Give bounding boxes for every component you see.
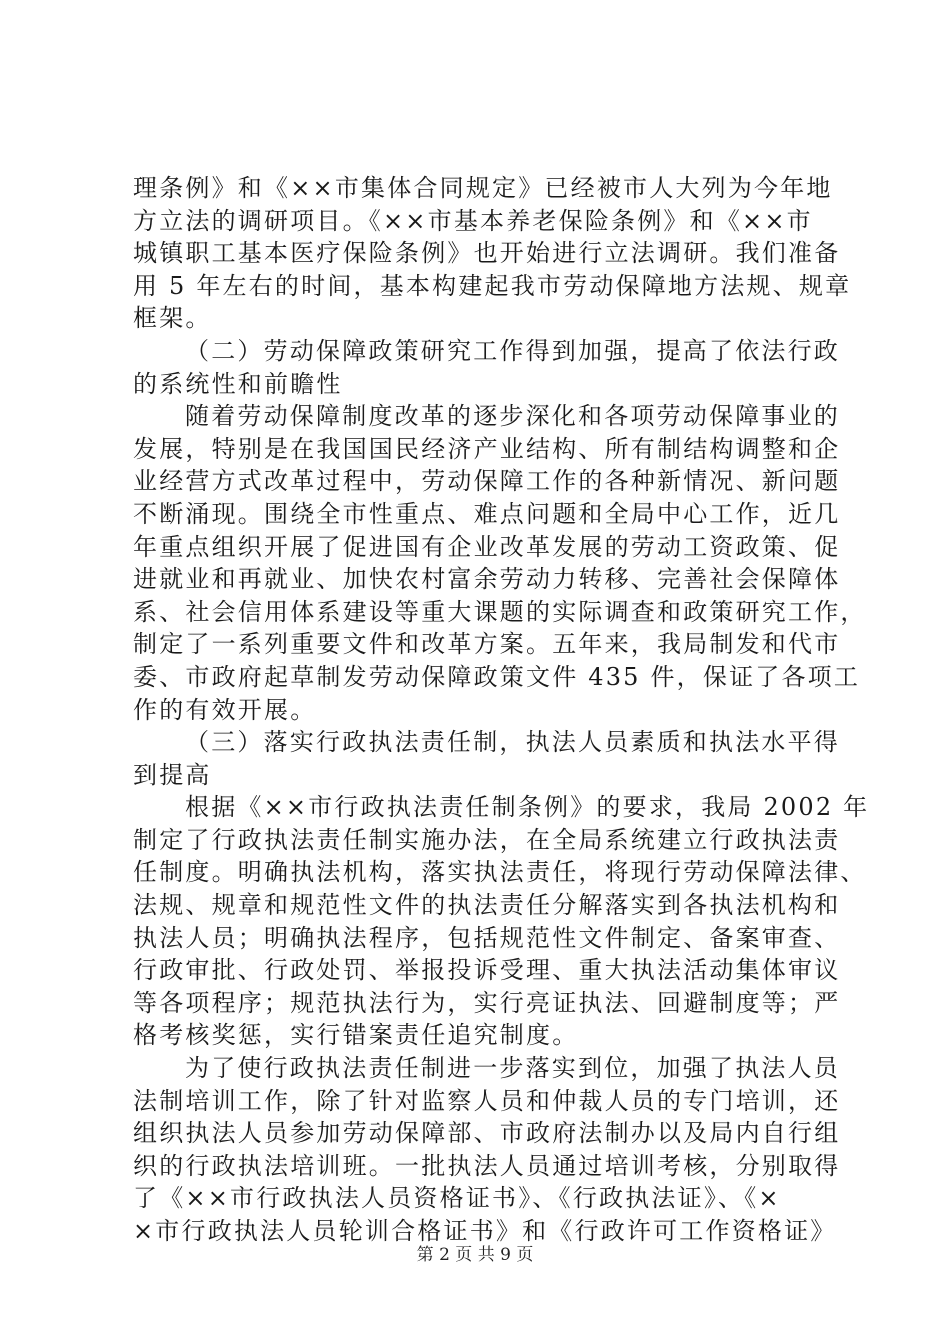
text-line: 为了使行政执法责任制进一步落实到位，加强了执法人员 — [185, 1054, 840, 1083]
text-line: 框架。 — [133, 304, 212, 333]
text-line: 织的行政执法培训班。一批执法人员通过培训考核，分别取得 — [133, 1151, 841, 1180]
text-line: （三）落实行政执法责任制，执法人员素质和执法水平得 — [185, 728, 840, 757]
text-line: 进就业和再就业、加快农村富余劳动力转移、完善社会保障体 — [133, 565, 841, 594]
section-heading — [133, 726, 840, 791]
text-line: 制定了行政执法责任制实施办法，在全局系统建立行政执法责 — [133, 825, 841, 854]
paragraph — [133, 400, 867, 726]
text-line: 理条例》和《××市集体合同规定》已经被市人大列为今年地 — [133, 174, 833, 202]
text-line: 作的有效开展。 — [133, 695, 317, 724]
text-line: 法制培训工作，除了针对监察人员和仲裁人员的专门培训，还 — [133, 1086, 841, 1115]
text-line: 不断涌现。围绕全市性重点、难点问题和全局中心工作，近几 — [133, 499, 841, 528]
text-line: 法规、规章和规范性文件的执法责任分解落实到各执法机构和 — [133, 891, 841, 920]
text-line: 行政审批、行政处罚、举报投诉受理、重大执法活动集体审议 — [133, 956, 841, 985]
text-line: 根据《××市行政执法责任制条例》的要求，我局 2002 年 — [185, 793, 870, 822]
text-line: 格考核奖惩，实行错案责任追究制度。 — [133, 1021, 579, 1050]
text-line: 业经营方式改革过程中，劳动保障工作的各种新情况、新问题 — [133, 467, 841, 496]
text-line: 到提高 — [133, 760, 212, 789]
text-line: 的系统性和前瞻性 — [133, 369, 343, 398]
text-line: 组织执法人员参加劳动保障部、市政府法制办以及局内自行组 — [133, 1119, 841, 1148]
text-line: （二）劳动保障政策研究工作得到加强，提高了依法行政 — [185, 336, 840, 365]
text-line: 委、市政府起草制发劳动保障政策文件 435 件，保证了各项工 — [133, 662, 861, 691]
paragraph — [133, 791, 870, 1052]
text-line: ×市行政执法人员轮训合格证书》和《行政许可工作资格证》 — [133, 1217, 837, 1245]
text-line: 发展，特别是在我国国民经济产业结构、所有制结构调整和企 — [133, 434, 841, 463]
text-line: 制定了一系列重要文件和改革方案。五年来，我局制发和代市 — [133, 630, 841, 659]
text-line: 任制度。明确执法机构，落实执法责任，将现行劳动保障法律、 — [133, 858, 867, 887]
text-line: 了《××市行政执法人员资格证书》、《行政执法证》、《× — [133, 1184, 781, 1213]
document-body — [133, 172, 870, 1248]
text-line: 年重点组织开展了促进国有企业改革发展的劳动工资政策、促 — [133, 532, 841, 561]
paragraph — [133, 1052, 841, 1248]
section-heading — [133, 335, 840, 400]
paragraph — [133, 172, 852, 335]
text-line: 城镇职工基本医疗保险条例》也开始进行立法调研。我们准备 — [133, 239, 841, 268]
text-line: 执法人员；明确执法程序，包括规范性文件制定、备案审查、 — [133, 923, 841, 952]
text-line: 方立法的调研项目。《××市基本养老保险条例》和《××市 — [133, 206, 813, 235]
text-line: 系、社会信用体系建设等重大课题的实际调查和政策研究工作， — [133, 597, 867, 626]
page-footer: 第 2 页 共 9 页 — [416, 1245, 534, 1265]
text-line: 用 5 年左右的时间，基本构建起我市劳动保障地方法规、规章 — [133, 271, 852, 300]
text-line: 等各项程序；规范执法行为，实行亮证执法、回避制度等；严 — [133, 988, 841, 1017]
text-line: 随着劳动保障制度改革的逐步深化和各项劳动保障事业的 — [185, 402, 840, 431]
